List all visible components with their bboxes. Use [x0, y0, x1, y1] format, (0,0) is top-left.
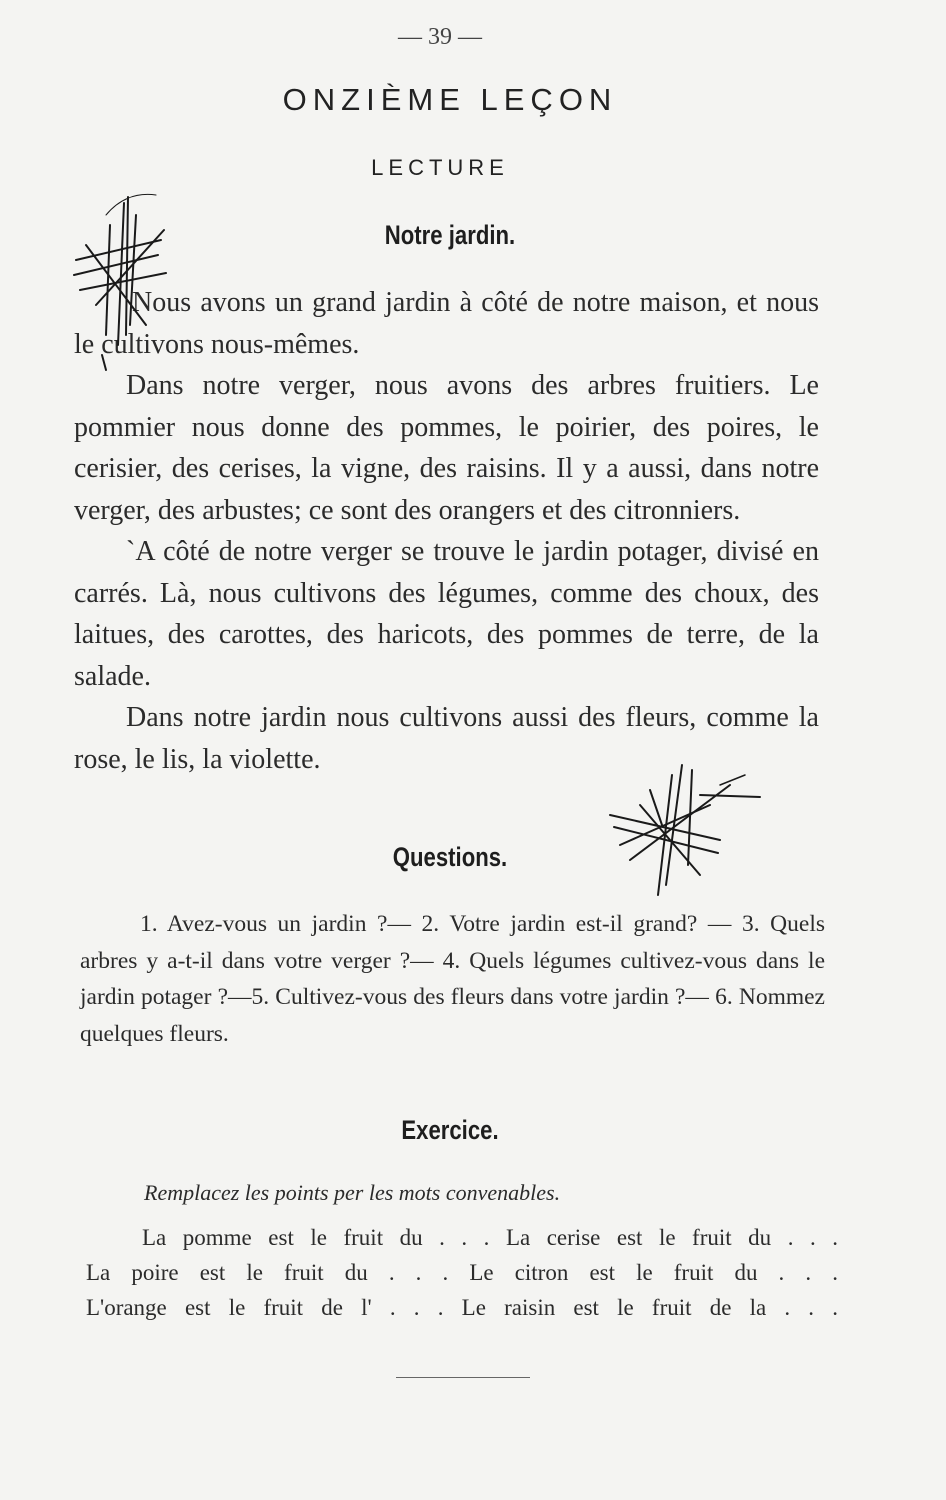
exercise-instruction: Remplacez les points per les mots convenables. [144, 1180, 561, 1205]
reading-heading: Notre jardin. [384, 220, 516, 250]
reading-paragraph: Dans notre verger, nous avons des arbres fruitiers. Le pommier nous donne des pommes, le poirier, des poires, le cerisier, des cerises, la vigne, des raisins. Il y a aussi, dans notre verger, des arbustes; ce sont des orangers et des citronniers. [74, 370, 819, 526]
questions-heading: Questions. [392, 842, 508, 872]
section-label: LECTURE [371, 155, 509, 180]
reading-text [74, 282, 819, 780]
questions-block [80, 906, 825, 1052]
reading-paragraph: Dans notre jardin nous cultivons aussi des fleurs, comme la rose, le lis, la violette. [74, 702, 819, 775]
lesson-title: ONZIÈME LEÇON [282, 82, 618, 117]
reading-paragraph: `A côté de notre verger se trouve le jardin potager, divisé en carrés. Là, nous cultivons des légumes, comme des choux, des laitues, des carottes, des haricots, des pommes de terre, de la salade. [74, 536, 819, 692]
exercise-line: La pomme est le fruit du . . . La cerise est le fruit du . . . [142, 1225, 838, 1250]
exercise-line: L'orange est le fruit de l' . . . Le raisin est le fruit de la . . . [86, 1295, 838, 1320]
end-rule [396, 1377, 530, 1378]
reading-paragraph: Nous avons un grand jardin à côté de notre maison, et nous le cultivons nous-mêmes. [74, 287, 819, 360]
page-number: — 39 — [398, 24, 482, 50]
exercise-heading: Exercice. [401, 1115, 499, 1145]
questions-text: 1. Avez-vous un jardin ?— 2. Votre jardin est-il grand? — 3. Quels arbres y a-t-il dans votre verger ?— 4. Quels légumes cultivez-vous dans le jardin potager ?—5. Cultivez-vous des fleurs dans votre jardin ?— 6. Nommez quelques fleurs. [80, 911, 825, 1047]
exercise-line: La poire est le fruit du . . . Le citron est le fruit du . . . [86, 1260, 838, 1285]
exercise-lines [86, 1220, 838, 1325]
